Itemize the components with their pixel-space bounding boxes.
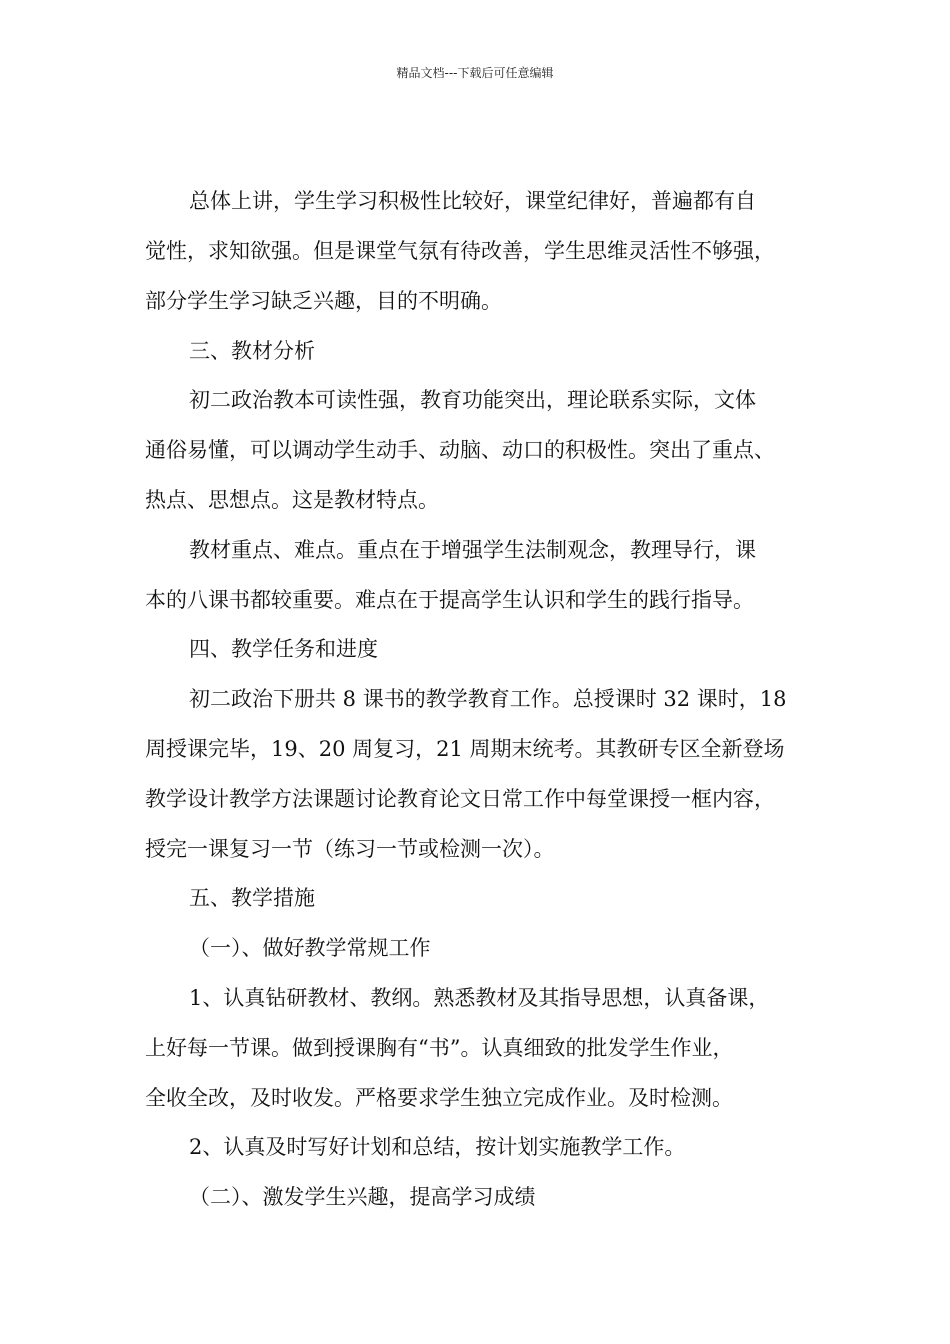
body-line: 初二政治下册共 8 课书的教学教育工作。总授课时 32 课时，18 bbox=[189, 687, 787, 711]
body-line: 1、认真钻研教材、教纲。熟悉教材及其指导思想，认真备课， bbox=[189, 986, 770, 1010]
body-line: 授完一课复习一节（练习一节或检测一次）。 bbox=[145, 837, 555, 861]
body-line: 周授课完毕，19、20 周复习，21 周期末统考。其教研专区全新登场 bbox=[145, 737, 785, 761]
subsection-heading: （一）、做好教学常规工作 bbox=[189, 936, 431, 960]
body-line: 热点、思想点。这是教材特点。 bbox=[145, 488, 439, 512]
section-heading: 四、教学任务和进度 bbox=[189, 637, 378, 661]
page-header: 精品文档---下载后可任意编辑 bbox=[396, 66, 554, 80]
body-line: 2、认真及时写好计划和总结，按计划实施教学工作。 bbox=[189, 1135, 686, 1159]
body-line: 全收全改，及时收发。严格要求学生独立完成作业。及时检测。 bbox=[145, 1086, 733, 1110]
body-line: 初二政治教本可读性强，教育功能突出，理论联系实际，文体 bbox=[189, 388, 756, 412]
section-heading: 三、教材分析 bbox=[189, 339, 315, 363]
body-line: 上好每一节课。做到授课胸有“书”。认真细致的批发学生作业， bbox=[145, 1036, 734, 1060]
section-heading: 五、教学措施 bbox=[189, 886, 315, 910]
body-line: 总体上讲，学生学习积极性比较好，课堂纪律好，普遍都有自 bbox=[189, 189, 756, 213]
subsection-heading: （二）、激发学生兴趣，提高学习成绩 bbox=[189, 1185, 536, 1209]
body-line: 部分学生学习缺乏兴趣，目的不明确。 bbox=[145, 289, 502, 313]
body-line: 觉性，求知欲强。但是课堂气氛有待改善，学生思维灵活性不够强， bbox=[145, 239, 775, 263]
body-line: 教学设计教学方法课题讨论教育论文日常工作中每堂课授一框内容， bbox=[145, 787, 775, 811]
body-line: 通俗易懂，可以调动学生动手、动脑、动口的积极性。突出了重点、 bbox=[145, 438, 775, 462]
body-line: 教材重点、难点。重点在于增强学生法制观念，教理导行，课 bbox=[189, 538, 756, 562]
body-line: 本的八课书都较重要。难点在于提高学生认识和学生的践行指导。 bbox=[145, 588, 754, 612]
